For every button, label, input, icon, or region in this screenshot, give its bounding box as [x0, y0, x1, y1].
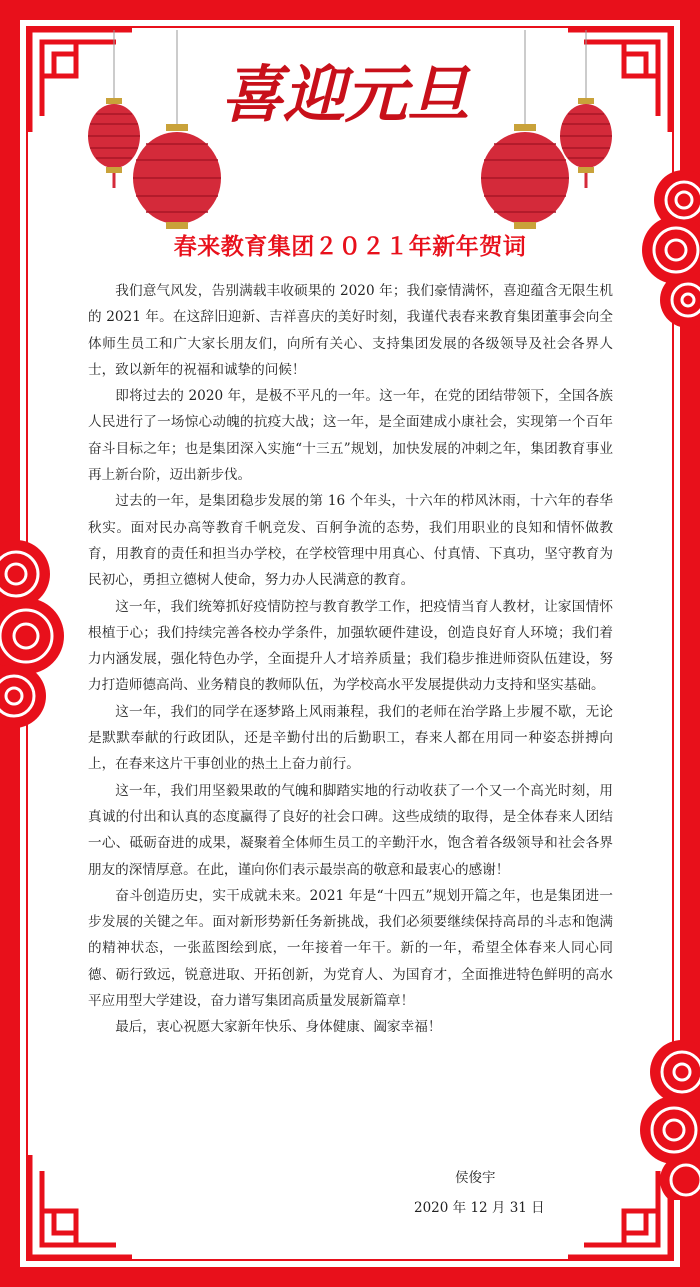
paragraph: 我们意气风发，告别满载丰收硕果的 2020 年；我们豪情满怀，喜迎蕴含无限生机的 2021 年。在这辞旧迎新、吉祥喜庆的美好时刻，我谨代表春来教育集团董事会向全体师生员工和广大家长朋友们，向所有关心、支持集团发展的各级领导及社会各界人士，致以新年的祝福和诚挚的问候！ [88, 283, 613, 378]
paragraph: 奋斗创造历史，实干成就未来。2021 年是“十四五”规划开篇之年，也是集团进一步发展的关键之年。面对新形势新任务新挑战，我们必须要继续保持高昂的斗志和饱满的精神状态，一张蓝图绘到底，一年接着一年干。新的一年，希望全体春来人同心同德、砺行致远，锐意进取、开拓创新，为党育人、为国育才，全面推进特色鲜明的高水平应用型大学建设，奋力谱写集团高质量发展新篇章！ [88, 887, 613, 1010]
lantern-icon [558, 30, 614, 194]
paragraph: 最后，衷心祝愿大家新年快乐、身体健康、阖家幸福！ [115, 1019, 442, 1036]
signature-date: 2020 年 12 月 31 日 [414, 1200, 545, 1216]
title-art-text: 喜迎元旦 [220, 58, 470, 131]
paragraph: 过去的一年，是集团稳步发展的第 16 个年头，十六年的栉风沐雨，十六年的春华秋实。面对民办高等教育千帆竞发、百舸争流的态势，我们用职业的良知和情怀做教育，用教育的责任和担当办学校，在学校管理中用真心、付真情、下真功，坚守教育为民初心，勇担立德树人使命，努力办人民满意的教育。 [88, 493, 613, 589]
corner-ornament-bottom-left [26, 1151, 136, 1261]
paragraph: 这一年，我们用坚毅果敢的气魄和脚踏实地的行动收获了一个又一个高光时刻，用真诚的付出和认真的态度赢得了良好的社会口碑。这些成绩的取得，是全体春来人团结一心、砥砺奋进的成果，凝聚着全体师生员工的辛勤汗水，饱含着各级领导和社会各界朋友的深情厚意。在此，谨向你们表示最崇高的敬意和最衷心的感谢！ [88, 782, 613, 878]
paragraph: 这一年，我们的同学在逐梦路上风雨兼程，我们的老师在治学路上步履不歇，无论是默默奉献的行政团队，还是辛勤付出的后勤职工，春来人都在用同一种姿态拼搏向上，在春来这片干事创业的热土上奋力前行。 [88, 703, 613, 773]
cloud-ornament-icon [630, 1040, 700, 1204]
title-calligraphy [200, 52, 490, 132]
letter-body [88, 278, 613, 1041]
signer-name: 侯俊宇 [455, 1170, 496, 1186]
cloud-ornament-icon [0, 540, 70, 734]
page-title: 春来教育集团２０２１年新年贺词 [173, 233, 527, 260]
paragraph: 即将过去的 2020 年，是极不平凡的一年。这一年，在党的团结带领下，全国各族人民进行了一场惊心动魄的抗疫大战；这一年，是全面建成小康社会，实现第一个百年奋斗目标之年；也是集团深入实施“十三五”规划，加快发展的冲刺之年，集团教育事业再上新台阶，迈出新步伐。 [88, 388, 613, 484]
paragraph: 这一年，我们统筹抓好疫情防控与教育教学工作，把疫情当育人教材，让家国情怀根植于心；我们持续完善各校办学条件，加强软硬件建设，创造良好育人环境；我们着力内涵发展，强化特色办学，全面提升人才培养质量；我们稳步推进师资队伍建设，努力打造师德高尚、业务精良的教师队伍，为学校高水平发展提供动力支持和坚实基础。 [88, 598, 613, 694]
